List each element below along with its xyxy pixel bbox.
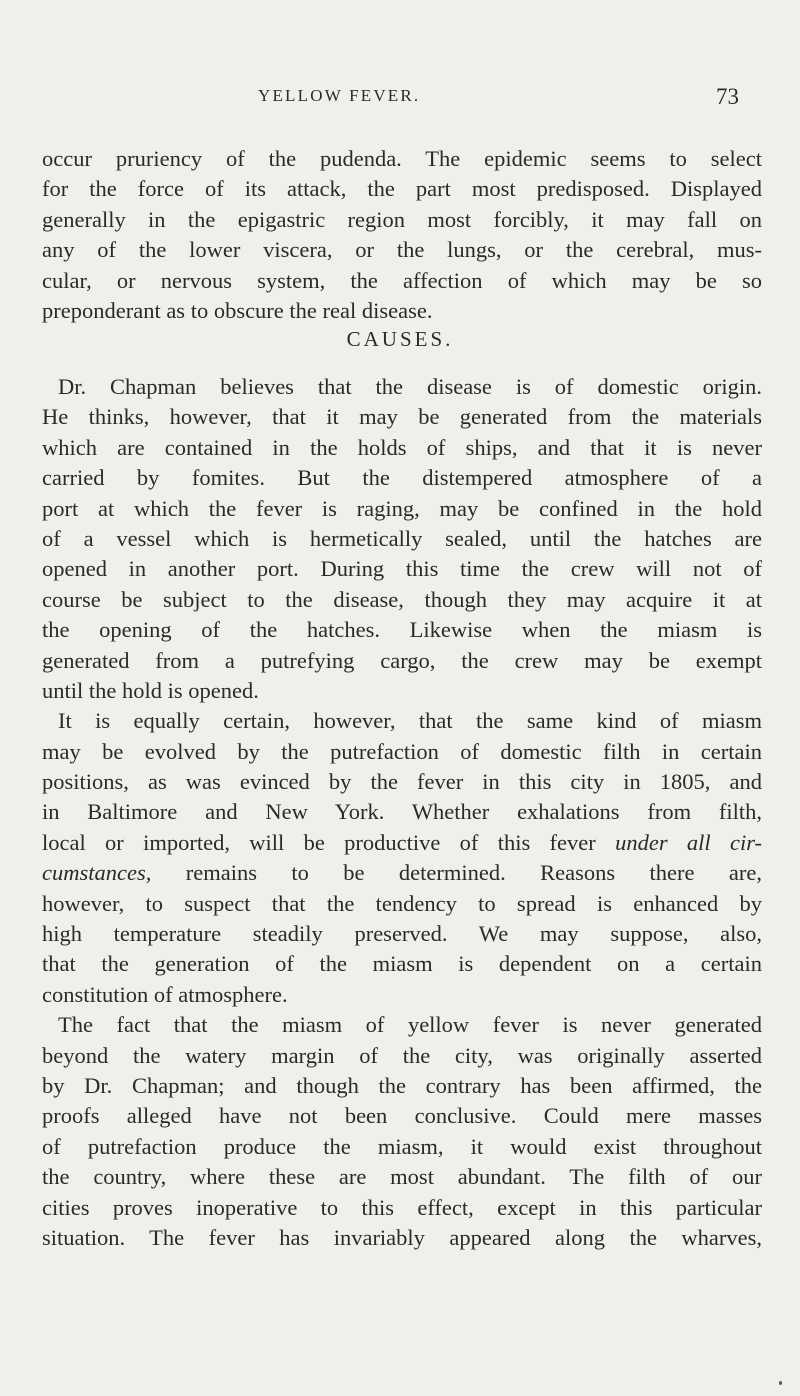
paragraph-1-line: generated from a putrefying cargo, the crew may be exempt <box>42 647 762 673</box>
paragraph-2-line: high temperature steadily preserved. We may suppose, also, <box>42 921 762 947</box>
paragraph-2-line <box>42 828 762 858</box>
paragraph-3-line: beyond the watery margin of the city, was originally asserted <box>42 1042 762 1068</box>
line-text: local or imported, will be productive of this fever <box>42 829 616 855</box>
paragraph-2-line: that the generation of the miasm is dependent on a certain <box>42 951 762 977</box>
paragraph-3-line: proofs alleged have not been conclusive. Could mere masses <box>42 1103 762 1129</box>
paragraph-2-line: positions, as was evinced by the fever in this city in 1805, and <box>42 769 762 795</box>
paragraph-1-line: course be subject to the disease, though they may acquire it at <box>42 586 762 612</box>
italic-phrase: cumstances, <box>42 860 152 886</box>
text-line: for the force of its attack, the part most predisposed. Displayed <box>42 176 762 202</box>
text-line: cular, or nervous system, the affection of which may be so <box>42 267 762 293</box>
paragraph-3-line: The fact that the miasm of yellow fever is never generated <box>58 1012 762 1038</box>
line-text: remains to be determined. Reasons there are, <box>151 860 762 886</box>
paragraph-2-line <box>42 858 762 888</box>
page-number: 73 <box>716 84 739 109</box>
italic-phrase: under all cir- <box>615 829 763 855</box>
body-text <box>42 372 762 1253</box>
paragraph-3-line: cities proves inoperative to this effect, except in this particular <box>42 1194 762 1220</box>
paragraph-1-line: port at which the fever is raging, may be confined in the hold <box>42 495 762 521</box>
page-speck <box>779 1381 782 1385</box>
paragraph-2-line: may be evolved by the putrefaction of domestic filth in certain <box>42 738 762 764</box>
paragraph-3-line: by Dr. Chapman; and though the contrary has been affirmed, the <box>42 1072 762 1098</box>
text-line: occur pruriency of the pudenda. The epidemic seems to select <box>42 146 762 171</box>
paragraph-1-line: of a vessel which is hermetically sealed, until the hatches are <box>42 525 762 551</box>
paragraph-2-line: however, to suspect that the tendency to spread is enhanced by <box>42 890 762 916</box>
text-line: preponderant as to obscure the real disease. <box>42 297 433 323</box>
paragraph-2-line: in Baltimore and New York. Whether exhalations from filth, <box>42 799 762 825</box>
paragraph-2-line: It is equally certain, however, that the same kind of miasm <box>58 708 762 734</box>
section-heading: CAUSES. <box>346 327 454 351</box>
paragraph-3-line: situation. The fever has invariably appeared along the wharves, <box>42 1224 762 1250</box>
paragraph-3-line: of putrefaction produce the miasm, it would exist throughout <box>42 1133 762 1159</box>
paragraph-1-line: until the hold is opened. <box>42 677 259 703</box>
paragraph-1-line: which are contained in the holds of ships, and that it is never <box>42 434 762 460</box>
paragraph-1-line: carried by fomites. But the distempered atmosphere of a <box>42 465 762 491</box>
paragraph-3-line: the country, where these are most abundant. The filth of our <box>42 1164 762 1190</box>
paragraph-2-line: constitution of atmosphere. <box>42 981 288 1007</box>
paragraph-1-line: opened in another port. During this time the crew will not of <box>42 556 762 582</box>
paragraph-1-line: Dr. Chapman believes that the disease is of domestic origin. <box>58 374 762 399</box>
text-line: generally in the epigastric region most forcibly, it may fall on <box>42 206 762 232</box>
text-line: any of the lower viscera, or the lungs, or the cerebral, mus- <box>42 237 762 263</box>
running-head: YELLOW FEVER. <box>258 86 421 105</box>
intro-paragraph <box>42 144 762 326</box>
paragraph-1-line: He thinks, however, that it may be generated from the materials <box>42 404 762 430</box>
paragraph-1-line: the opening of the hatches. Likewise when the miasm is <box>42 617 762 643</box>
